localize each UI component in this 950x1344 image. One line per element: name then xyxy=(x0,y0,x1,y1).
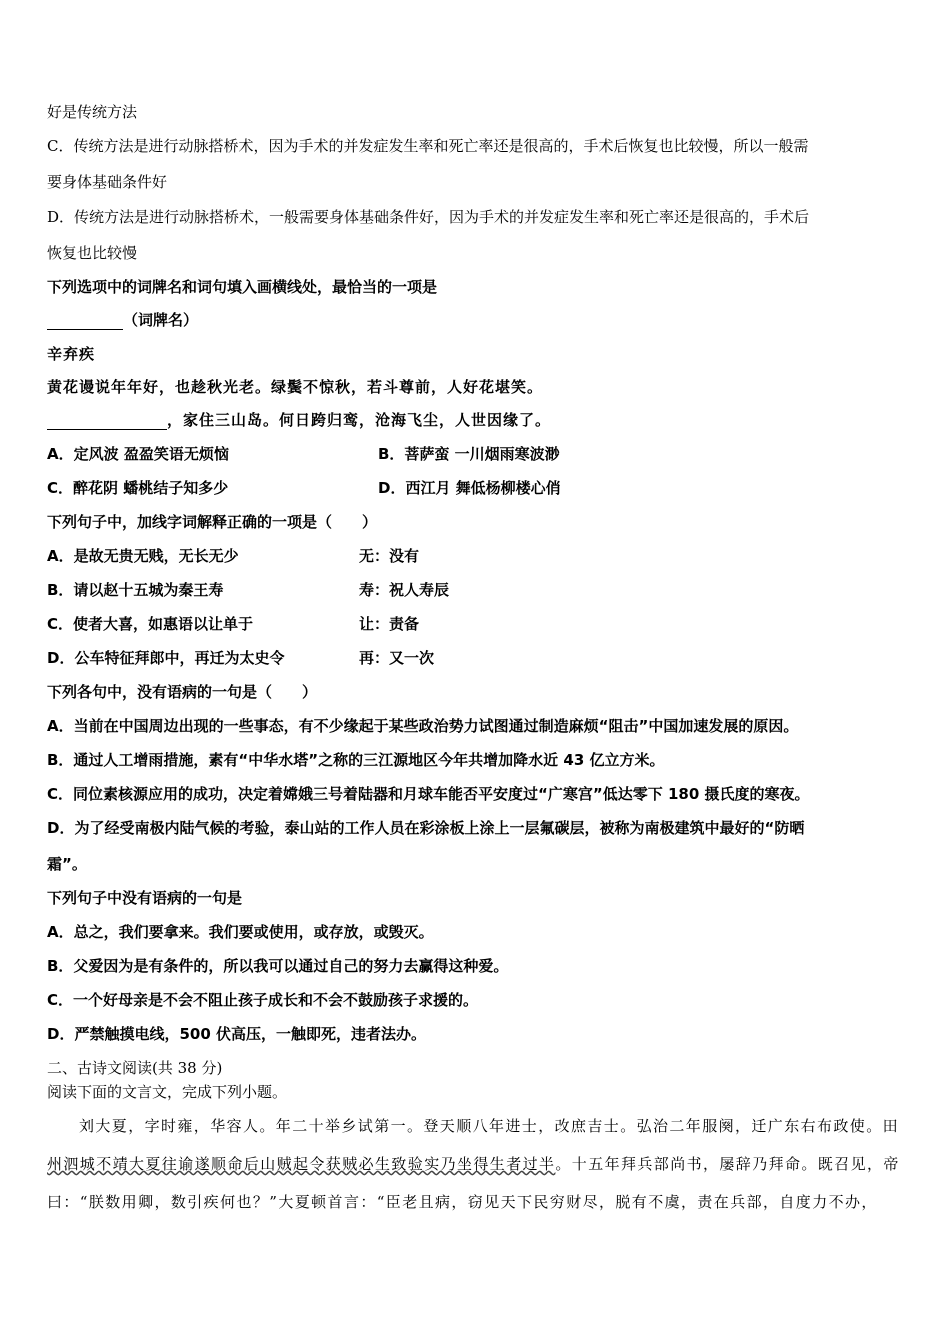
ci-verse-1: 黄花谩说年年好，也趁秋光老。绿鬓不惊秋，若斗尊前，人好花堪笑。 xyxy=(47,378,544,396)
grammar1-option-c: C．同位素核源应用的成功，决定着嫦娥三号着陆器和月球车能否平安度过“广寒宫”低达零下 180 摄氏度的寒夜。 xyxy=(47,785,810,803)
grammar2-option-b: B．父爱因为是有条件的，所以我可以通过自己的努力去赢得这种爱。 xyxy=(47,957,509,975)
section2-instruction: 阅读下面的文言文，完成下列小题。 xyxy=(47,1083,288,1101)
word-option-d-meaning: 再：又一次 xyxy=(359,649,435,667)
word-option-b-meaning: 寿：祝人寿辰 xyxy=(359,581,450,599)
word-option-c xyxy=(47,614,420,634)
ci-option-d: D．西江月 舞低杨柳楼心俏 xyxy=(378,479,561,497)
word-option-b-sentence: B．请以赵十五城为秦王寿 xyxy=(47,581,224,599)
word-option-d-sentence: D．公车特征拜郎中，再迁为太史令 xyxy=(47,649,285,667)
ci-title-suffix: （词牌名） xyxy=(123,311,199,329)
section2-heading: 二、古诗文阅读(共 38 分) xyxy=(47,1059,223,1077)
grammar1-option-d-line2: 霜”。 xyxy=(47,855,87,873)
ci-options-row-1 xyxy=(47,444,560,464)
ci-title-line xyxy=(47,310,198,330)
prev-option-c-line1: C．传统方法是进行动脉搭桥术，因为手术的并发症发生率和死亡率还是很高的，手术后恢复也比较慢，所以一般需 xyxy=(47,137,809,155)
ci-option-a: A．定风波 盈盈笑语无烦恼 xyxy=(47,445,229,463)
word-option-a-sentence: A．是故无贵无贱，无长无少 xyxy=(47,547,239,565)
ci-verse-2: ，家住三山岛。何日跨归鸾，沧海飞尘，人世因缘了。 xyxy=(167,411,552,429)
passage-underlined-sentence: 州泗城不靖大夏往谕遂顺命后山贼起令获贼必生致验实乃坐得生者过半 xyxy=(47,1155,556,1173)
prev-option-d-line1: D．传统方法是进行动脉搭桥术，一般需要身体基础条件好，因为手术的并发症发生率和死亡率还是很高的，手术后 xyxy=(47,208,810,226)
word-option-d xyxy=(47,648,435,668)
ci-options-row-2 xyxy=(47,478,561,498)
ci-verse-blank xyxy=(47,413,167,430)
grammar2-option-d: D．严禁触摸电线，500 伏高压，一触即死，违者法办。 xyxy=(47,1025,426,1043)
grammar1-option-a: A．当前在中国周边出现的一些事态，有不少缘起于某些政治势力试图通过制造麻烦“阻击”中国加速发展的原因。 xyxy=(47,717,799,735)
word-option-a xyxy=(47,546,420,566)
ci-question-stem: 下列选项中的词牌名和词句填入画横线处，最恰当的一项是 xyxy=(47,278,438,296)
word-option-c-sentence: C．使者大喜，如惠语以让单于 xyxy=(47,615,254,633)
word-question-stem: 下列句子中，加线字词解释正确的一项是（ ） xyxy=(47,513,378,531)
passage-line-2 xyxy=(47,1154,907,1174)
ci-author: 辛弃疾 xyxy=(47,345,96,363)
word-option-a-meaning: 无：没有 xyxy=(359,547,420,565)
ci-option-b: B．菩萨蛮 一川烟雨寒波渺 xyxy=(378,445,560,463)
passage-line-2-rest: 。十五年拜兵部尚书，屡辞乃拜命。既召见，帝 xyxy=(555,1155,900,1173)
grammar1-option-d-line1: D．为了经受南极内陆气候的考验，泰山站的工作人员在彩涂板上涂上一层氟碳层，被称为南极建筑中最好的“防晒 xyxy=(47,819,805,837)
prev-option-d-line2: 恢复也比较慢 xyxy=(47,244,138,262)
grammar2-stem: 下列句子中没有语病的一句是 xyxy=(47,889,243,907)
grammar2-option-c: C．一个好母亲是不会不阻止孩子成长和不会不鼓励孩子求援的。 xyxy=(47,991,479,1009)
passage-line-1: 刘大夏，字时雍，华容人。年二十举乡试第一。登天顺八年进士，改庶吉士。弘治二年服阕，迁广东右布政使。田 xyxy=(79,1117,900,1135)
grammar2-option-a: A．总之，我们要拿来。我们要或使用，或存放，或毁灭。 xyxy=(47,923,434,941)
ci-verse-2-line xyxy=(47,410,551,430)
ci-title-blank xyxy=(47,313,123,330)
prev-question-tail: 好是传统方法 xyxy=(47,103,138,121)
grammar1-option-b: B．通过人工增雨措施，素有“中华水塔”之称的三江源地区今年共增加降水近 43 亿立方米。 xyxy=(47,751,665,769)
ci-option-c: C．醉花阴 蟠桃结子知多少 xyxy=(47,479,229,497)
passage-line-3: 曰：“朕数用卿，数引疾何也？”大夏顿首言：“臣老且病，窃见天下民穷财尽，脱有不虞，责在兵部，自度力不办， xyxy=(47,1193,878,1211)
prev-option-c-line2: 要身体基础条件好 xyxy=(47,173,168,191)
grammar1-stem: 下列各句中，没有语病的一句是（ ） xyxy=(47,683,318,701)
word-option-c-meaning: 让：责备 xyxy=(359,615,420,633)
word-option-b xyxy=(47,580,450,600)
